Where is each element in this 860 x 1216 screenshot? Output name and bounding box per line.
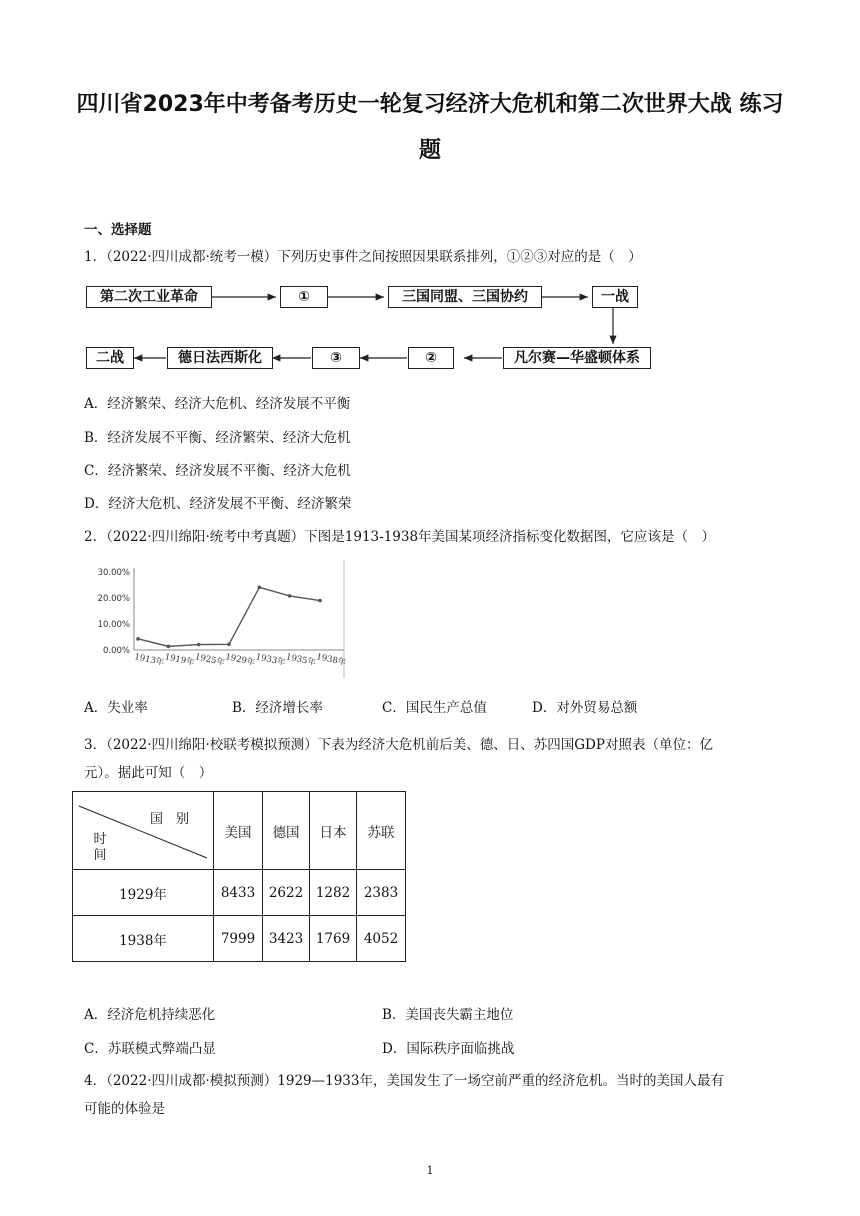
x-tick-label: 1913年 — [133, 652, 165, 669]
q1-option-c: C．经济繁荣、经济发展不平衡、经济大危机 — [84, 463, 351, 479]
x-tick-label: 1919年 — [163, 652, 196, 669]
cell-value: 2383 — [357, 870, 406, 916]
x-tick-label: 1935年 — [285, 652, 317, 669]
column-ussr: 苏联 — [357, 792, 406, 870]
x-tick-label: 1938年 — [315, 652, 347, 669]
question-3-stem-line-2: 元）。据此可知（ ） — [84, 765, 213, 781]
q3-option-c: C．苏联模式弊端凸显 — [84, 1041, 216, 1057]
y-tick-label: 10.00% — [97, 620, 130, 630]
q2-option-c: C．国民生产总值 — [382, 700, 487, 716]
section-heading: 一、选择题 — [84, 222, 152, 238]
q2-option-d: D．对外贸易总额 — [532, 700, 638, 716]
table-corner-cell — [73, 792, 214, 870]
data-point — [167, 645, 171, 649]
flow-box-3: ③ — [312, 347, 360, 369]
q2-option-a: A．失业率 — [84, 700, 148, 716]
cell-value: 1282 — [310, 870, 357, 916]
q3-option-a: A．经济危机持续恶化 — [84, 1007, 216, 1023]
flow-box-alliances: 三国同盟、三国协约 — [388, 286, 542, 308]
q1-flow-diagram — [0, 0, 860, 400]
data-point — [197, 643, 201, 647]
table-header-row — [73, 792, 406, 870]
flow-box-versailles-washington: 凡尔赛—华盛顿体系 — [503, 347, 651, 369]
flow-box-industrial-revolution: 第二次工业革命 — [86, 286, 212, 308]
cell-value: 7999 — [214, 916, 263, 962]
table-row — [73, 916, 406, 962]
x-tick-label: 1933年 — [254, 652, 287, 669]
question-4-stem-line-1: 4．（2022·四川成都·模拟预测）1929—1933年，美国发生了一场空前严重的经济危机。当时的美国人最有 — [84, 1073, 724, 1089]
row-year: 1938年 — [73, 916, 214, 962]
cell-value: 4052 — [357, 916, 406, 962]
q3-option-b: B．美国丧失霸主地位 — [382, 1007, 514, 1023]
question-3-stem-line-1: 3．（2022·四川绵阳·校联考模拟预测）下表为经济大危机前后美、德、日、苏四国GDP对照表（单位：亿 — [84, 737, 713, 753]
data-point — [288, 594, 292, 598]
question-1-stem: 1．（2022·四川成都·统考一模）下列历史事件之间按照因果联系排列，①②③对应的是（ ） — [84, 249, 642, 265]
flow-box-1: ① — [280, 286, 328, 308]
flow-arrows — [0, 0, 860, 400]
cell-value: 8433 — [214, 870, 263, 916]
column-usa: 美国 — [214, 792, 263, 870]
y-tick-label: 20.00% — [97, 594, 130, 604]
header-time-label: 时 间 — [93, 832, 120, 863]
cell-value: 3423 — [263, 916, 310, 962]
q3-option-d: D．国际秩序面临挑战 — [382, 1041, 515, 1057]
page-number: 1 — [426, 1164, 434, 1177]
q1-option-b: B．经济发展不平衡、经济繁荣、经济大危机 — [84, 430, 351, 446]
row-year: 1929年 — [73, 870, 214, 916]
cell-value: 1769 — [310, 916, 357, 962]
column-japan: 日本 — [310, 792, 357, 870]
q2-option-b: B．经济增长率 — [232, 700, 323, 716]
cell-value: 2622 — [263, 870, 310, 916]
x-tick-label: 1925年 — [194, 652, 226, 669]
flow-box-ww2: 二战 — [86, 347, 134, 369]
q1-option-a: A．经济繁荣、经济大危机、经济发展不平衡 — [84, 396, 351, 412]
data-point — [227, 642, 231, 646]
page-title: 四川省2023年中考备考历史一轮复习经济大危机和第二次世界大战 练习 — [76, 92, 784, 117]
question-2-stem: 2．（2022·四川绵阳·统考中考真题）下图是1913-1938年美国某项经济指标变化数据图，它应该是（ ） — [84, 529, 716, 545]
flow-box-2: ② — [408, 347, 454, 369]
data-point — [258, 586, 262, 590]
data-point — [136, 637, 140, 641]
data-point — [318, 599, 322, 603]
x-tick-label: 1929年 — [224, 652, 256, 669]
header-country-label: 国 别 — [149, 812, 189, 827]
flow-box-fascism: 德日法西斯化 — [167, 347, 273, 369]
q2-line-chart — [86, 560, 356, 680]
question-4-stem-line-2: 可能的体验是 — [84, 1101, 165, 1117]
column-germany: 德国 — [263, 792, 310, 870]
gdp-table — [72, 791, 406, 962]
series-line — [138, 587, 320, 646]
y-tick-label: 30.00% — [97, 568, 130, 578]
q1-option-d: D．经济大危机、经济发展不平衡、经济繁荣 — [84, 496, 352, 512]
table-row — [73, 870, 406, 916]
page-title-continued: 题 — [418, 138, 441, 163]
flow-box-ww1: 一战 — [592, 286, 638, 308]
y-tick-label: 0.00% — [102, 646, 130, 656]
